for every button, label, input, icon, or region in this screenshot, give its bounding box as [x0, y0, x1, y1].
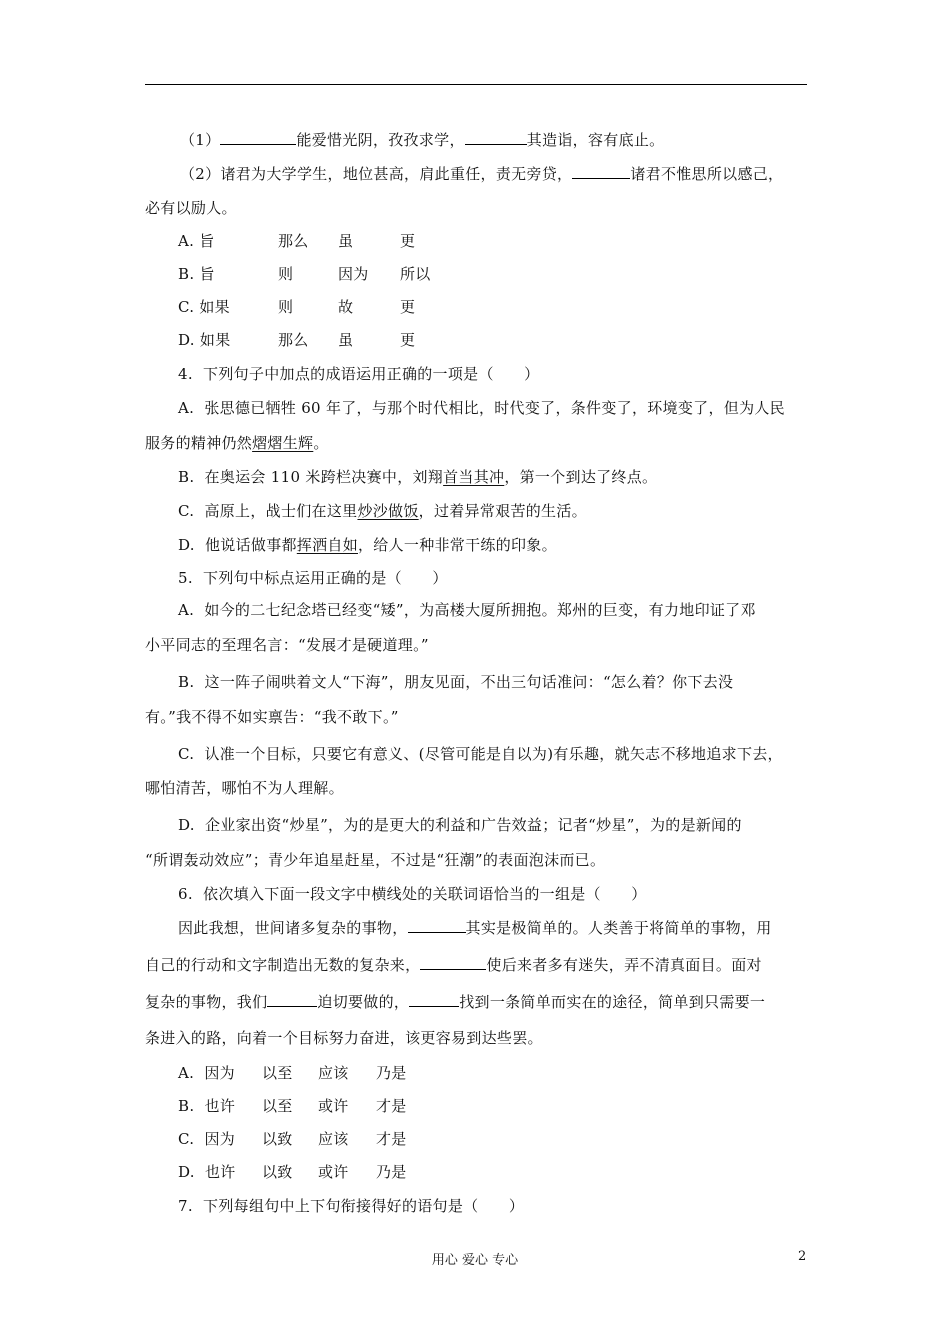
page-footer: 用心 爱心 专心 [431, 1253, 519, 1268]
q4-stem: 4. 下列句子中加点的成语运用正确的一项是（ ） [178, 365, 540, 383]
dotted-idiom: 炒沙做饭 [357, 502, 419, 520]
q3-option-c: C. 如果 则 故 更 [178, 298, 416, 316]
q6-passage-line1: 因此我想，世间诸多复杂的事物， 其实是极简单的。人类善于将简单的事物，用 [178, 919, 772, 937]
dotted-idiom: 首当其冲 [443, 468, 505, 486]
q3-option-b: B. 旨 则 因为 所以 [178, 265, 431, 283]
answer-blank [572, 164, 630, 179]
q7-stem: 7. 下列每组句中上下句衔接得好的语句是（ ） [178, 1197, 525, 1215]
answer-blank [408, 918, 466, 933]
q5-option-d-line1: D. 企业家出资“炒星”，为的是更大的利益和广告效益；记者“炒星”，为的是新闻的 [178, 816, 742, 834]
header-rule [145, 84, 807, 85]
q3-sentence-2: （2）诸君为大学学生，地位甚高，肩此重任，责无旁贷， 诸君不惟思所以感己， [180, 165, 784, 183]
page-number: 2 [798, 1249, 807, 1264]
q4-option-a-line2: 服务的精神仍然熠熠生辉。 [145, 434, 329, 452]
q6-option-c: C. 因为 以致 应该 才是 [178, 1130, 407, 1148]
q4-option-a-line1: A. 张思德已牺牲 60 年了，与那个时代相比，时代变了，条件变了，环境变了，但为人民 [178, 399, 785, 417]
answer-blank [409, 992, 459, 1007]
q5-option-c-line2: 哪怕清苦，哪怕不为人理解。 [145, 779, 344, 797]
answer-blank [465, 130, 527, 145]
answer-blank [420, 955, 486, 970]
q6-passage-line4: 条进入的路，向着一个目标努力奋进，该更容易到达些罢。 [145, 1029, 543, 1047]
q4-option-d: D. 他说话做事都挥洒自如，给人一种非常干练的印象。 [178, 536, 557, 554]
q3-option-a: A. 旨 那么 虽 更 [178, 232, 416, 250]
q4-option-c: C. 高原上，战士们在这里炒沙做饭，过着异常艰苦的生活。 [178, 502, 587, 520]
q5-option-a-line1: A. 如今的二七纪念塔已经变“矮”，为高楼大厦所拥抱。郑州的巨变，有力地印证了邓 [178, 601, 756, 619]
answer-blank [267, 992, 317, 1007]
q6-passage-line2: 自己的行动和文字制造出无数的复杂来， 使后来者多有迷失，弄不清真面目。面对 [145, 956, 762, 974]
answer-blank [220, 130, 296, 145]
dotted-idiom: 熠熠生辉 [252, 434, 314, 452]
q4-option-b: B. 在奥运会 110 米跨栏决赛中，刘翔首当其冲，第一个到达了终点。 [178, 468, 658, 486]
dotted-idiom: 挥洒自如 [296, 536, 358, 554]
q5-option-d-line2: “所谓轰动效应”；青少年追星赶星，不过是“狂潮”的表面泡沫而已。 [145, 851, 606, 869]
q5-option-c-line1: C. 认准一个目标，只要它有意义、(尽管可能是自以为)有乐趣，就矢志不移地追求下去， [178, 745, 783, 763]
q5-stem: 5. 下列句中标点运用正确的是（ ） [178, 569, 448, 587]
q3-sentence-2-cont: 必有以励人。 [145, 199, 237, 217]
q5-option-a-line2: 小平同志的至理名言：“发展才是硬道理。” [145, 636, 429, 654]
q6-stem: 6. 依次填入下面一段文字中横线处的关联词语恰当的一组是（ ） [178, 885, 647, 903]
q3-sentence-1: （1） 能爱惜光阴，孜孜求学， 其造诣，容有底止。 [180, 131, 665, 149]
q5-option-b-line2: 有。”我不得不如实禀告：“我不敢下。” [145, 708, 399, 726]
q6-option-b: B. 也许 以至 或许 才是 [178, 1097, 407, 1115]
q5-option-b-line1: B. 这一阵子闹哄着文人“下海”，朋友见面，不出三句话准问：“怎么着？你下去没 [178, 673, 734, 691]
q6-option-d: D. 也许 以致 或许 乃是 [178, 1163, 407, 1181]
q3-option-d: D. 如果 那么 虽 更 [178, 331, 416, 349]
q6-option-a: A. 因为 以至 应该 乃是 [178, 1064, 407, 1082]
q6-passage-line3: 复杂的事物，我们 迫切要做的， 找到一条简单而实在的途径，简单到只需要一 [145, 993, 766, 1011]
